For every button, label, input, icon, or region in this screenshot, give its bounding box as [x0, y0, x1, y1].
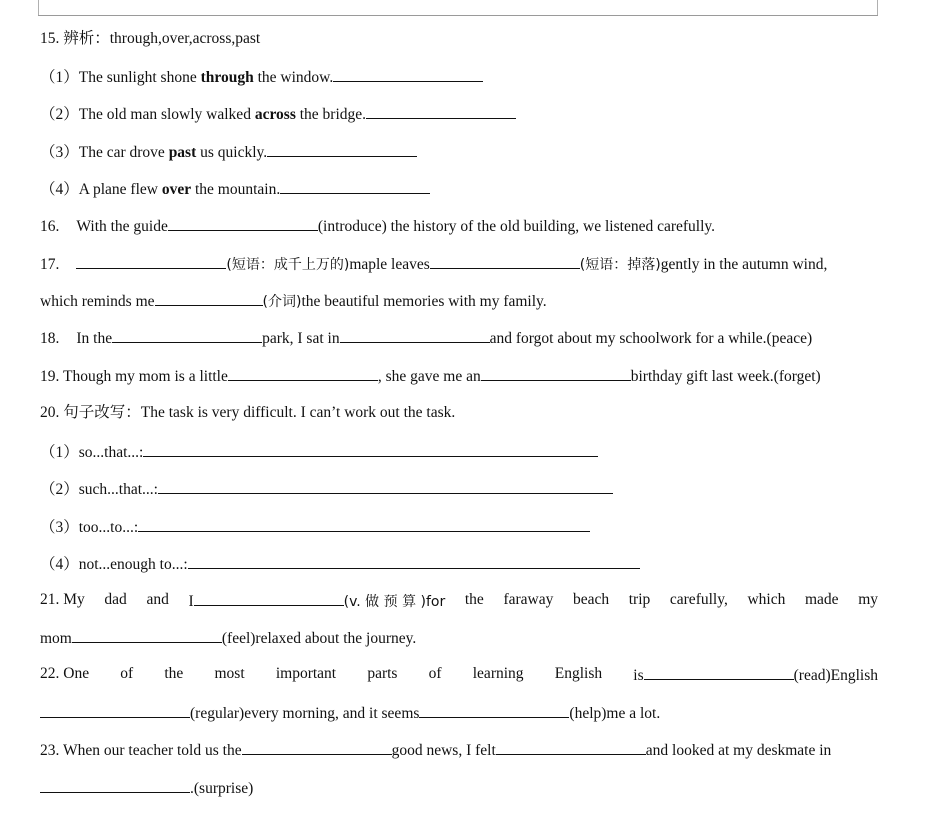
- answer-blank[interactable]: [340, 327, 490, 343]
- answer-blank[interactable]: [112, 327, 262, 343]
- answer-blank[interactable]: [40, 777, 190, 793]
- answer-blank[interactable]: [430, 253, 580, 269]
- answer-blank[interactable]: [496, 739, 646, 755]
- answer-blank[interactable]: [194, 590, 344, 606]
- q22-line-1: 22. One of the most important parts of learning English is (read)English: [40, 665, 878, 684]
- q17-line-1: 17. (短语：成千上万的)maple leaves (短语：掉落)gently in the autumn wind,: [40, 253, 827, 275]
- q17-line-2: which reminds me (介词)the beautiful memories with my family.: [40, 290, 547, 312]
- q20-item-2: （2）such...that...:: [40, 478, 613, 500]
- q21-line-1: 21. My dad and I (v. 做 预 算 )for the faraway beach trip carefully, which made my: [40, 591, 878, 610]
- q20-item-1: （1）so...that...:: [40, 441, 598, 463]
- answer-blank[interactable]: [481, 365, 631, 381]
- answer-blank[interactable]: [242, 739, 392, 755]
- q20-header: 20. 句子改写：The task is very difficult. I can’t work out the task.: [40, 404, 456, 421]
- page-corner-right: [877, 0, 878, 15]
- q19: 19. Though my mom is a little , she gave me an birthday gift last week.(forget): [40, 365, 821, 387]
- answer-blank[interactable]: [228, 365, 378, 381]
- q18: 18. In the park, I sat in and forgot about my schoolwork for a while.(peace): [40, 327, 812, 349]
- answer-blank[interactable]: [76, 253, 226, 269]
- answer-blank[interactable]: [155, 290, 263, 306]
- q16: 16. With the guide (introduce) the history of the old building, we listened carefully.: [40, 215, 715, 237]
- answer-blank[interactable]: [188, 553, 640, 569]
- answer-blank[interactable]: [143, 441, 598, 457]
- q15-header: 15. 辨析：through,over,across,past: [40, 30, 261, 47]
- answer-blank[interactable]: [419, 702, 569, 718]
- q22-line-2: (regular)every morning, and it seems (help)me a lot.: [40, 702, 660, 724]
- answer-blank[interactable]: [644, 664, 794, 680]
- answer-blank[interactable]: [138, 516, 590, 532]
- q23-line-2: .(surprise): [40, 777, 253, 799]
- answer-blank[interactable]: [366, 103, 516, 119]
- q15-item-2: （2）The old man slowly walked across the bridge.: [40, 103, 516, 125]
- answer-blank[interactable]: [280, 178, 430, 194]
- answer-blank[interactable]: [168, 215, 318, 231]
- page-top-border: [38, 15, 878, 16]
- answer-blank[interactable]: [267, 141, 417, 157]
- q15-item-3: （3）The car drove past us quickly.: [40, 141, 417, 163]
- q23-line-1: 23. When our teacher told us the good news, I felt and looked at my deskmate in: [40, 739, 831, 761]
- q20-item-4: （4）not...enough to...:: [40, 553, 640, 575]
- q15-item-4: （4）A plane flew over the mountain.: [40, 178, 430, 200]
- q21-line-2: mom (feel)relaxed about the journey.: [40, 627, 416, 649]
- answer-blank[interactable]: [158, 478, 613, 494]
- q15-item-1: （1）The sunlight shone through the window.: [40, 66, 483, 88]
- page-corner-left: [38, 0, 39, 15]
- answer-blank[interactable]: [72, 627, 222, 643]
- q20-item-3: （3）too...to...:: [40, 516, 590, 538]
- answer-blank[interactable]: [333, 66, 483, 82]
- answer-blank[interactable]: [40, 702, 190, 718]
